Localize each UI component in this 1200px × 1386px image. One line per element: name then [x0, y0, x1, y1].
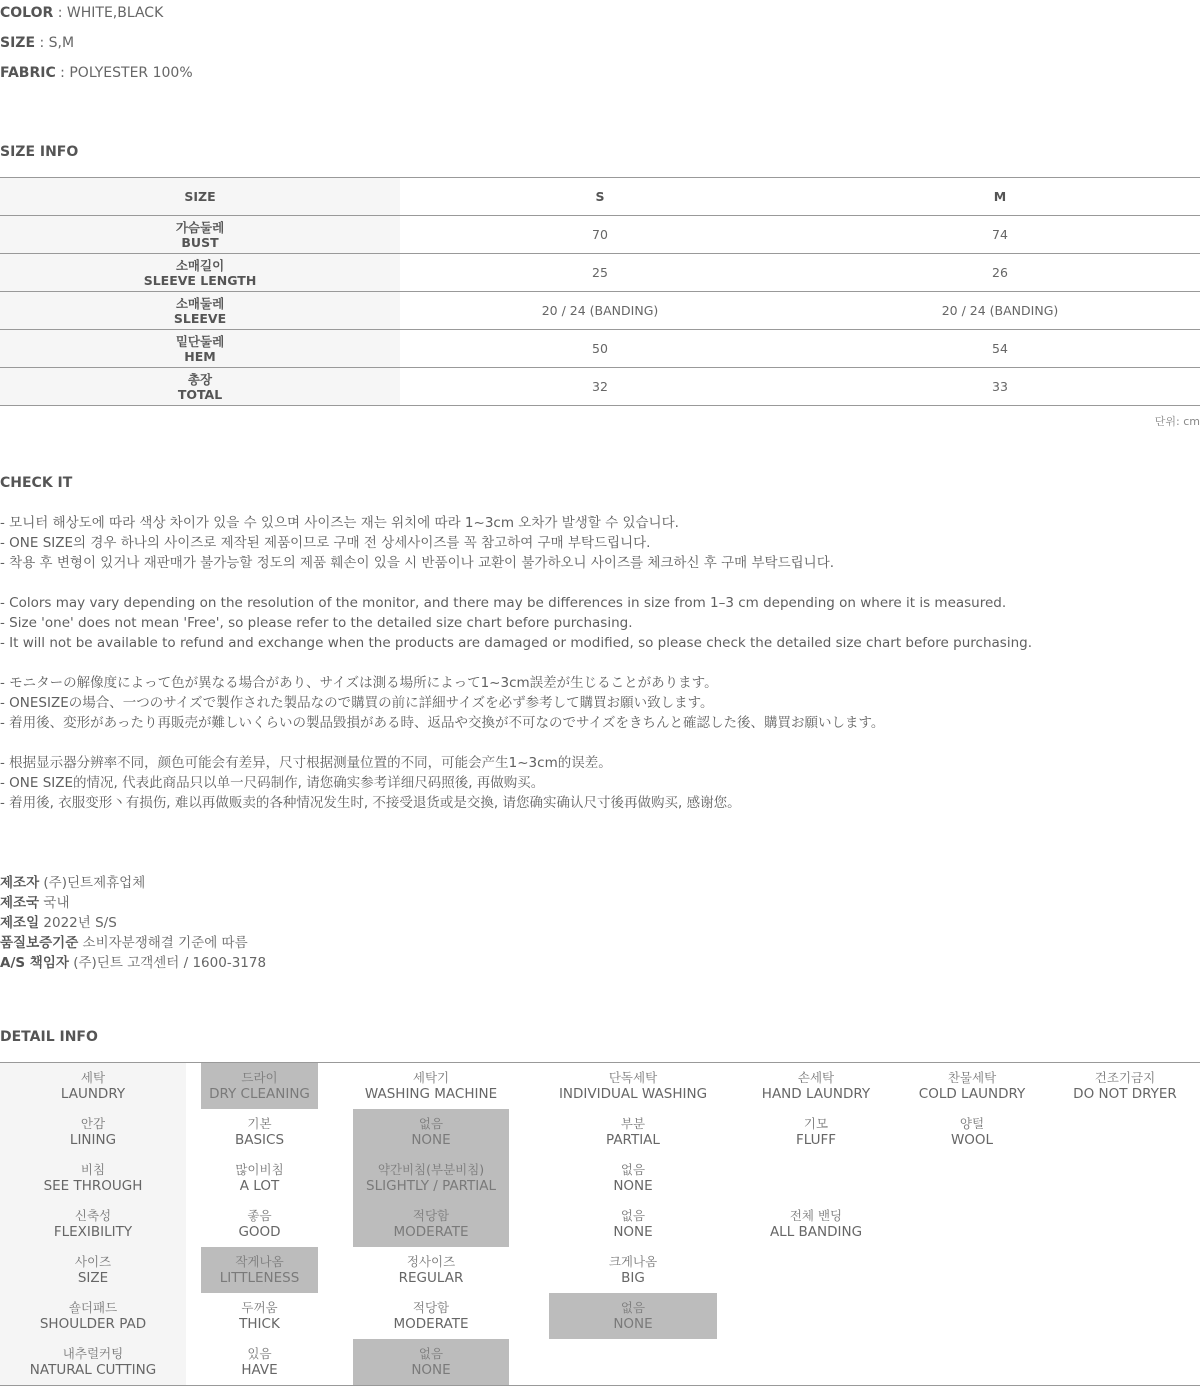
- size-m-value: 74: [800, 216, 1200, 254]
- detail-en-text: DO NOT DRYER: [1073, 1086, 1177, 1102]
- detail-en-text: NONE: [613, 1178, 653, 1194]
- size-label: SIZE: [0, 35, 36, 51]
- warranty-value: 소비자분쟁해결 기준에 따름: [78, 935, 248, 951]
- detail-option: [549, 1155, 717, 1201]
- notice-line: - モニターの解像度によって色が異なる場合があり、サイズは測る場所によって1~3cm誤差が生じることがあります。: [0, 675, 718, 691]
- detail-ko-text: 비침: [80, 1162, 106, 1177]
- detail-option-selected: [353, 1201, 509, 1247]
- detail-row-label: [0, 1201, 186, 1247]
- detail-ko-text: 많이비침: [235, 1162, 284, 1177]
- detail-en-text: THICK: [239, 1316, 280, 1332]
- detail-option: [201, 1155, 318, 1201]
- size-line: [0, 34, 74, 52]
- detail-option: [733, 1201, 899, 1247]
- detail-en-text: INDIVIDUAL WASHING: [558, 1086, 708, 1102]
- detail-option: [201, 1201, 318, 1247]
- size-header-s: S: [400, 178, 800, 216]
- detail-ko-text: 건조기금지: [1094, 1070, 1156, 1085]
- detail-ko-text: 있음: [247, 1346, 272, 1361]
- detail-en-text: REGULAR: [398, 1270, 464, 1286]
- detail-option: [201, 1109, 318, 1155]
- size-header-label: SIZE: [0, 178, 400, 216]
- detail-en-text: BASICS: [234, 1132, 285, 1148]
- detail-ko-text: 적당함: [412, 1300, 450, 1315]
- origin-value: 국내: [39, 895, 70, 911]
- detail-option: [900, 1063, 1044, 1109]
- notice-line: - Size 'one' does not mean 'Free', so please refer to the detailed size chart before purchasing.: [0, 615, 633, 631]
- detail-en-text: LITTLENESS: [219, 1270, 300, 1286]
- detail-en-text: WASHING MACHINE: [364, 1086, 498, 1102]
- color-label: COLOR: [0, 5, 54, 21]
- notice-line: - ONE SIZE的情况, 代表此商品只以单一尺码制作, 请您确实参考详细尺码照後, 再做购买。: [0, 775, 545, 791]
- detail-option: [353, 1247, 509, 1293]
- detail-en-text: FLEXIBILITY: [53, 1224, 133, 1240]
- detail-en-text: MODERATE: [393, 1316, 469, 1332]
- origin-label: 제조국: [0, 895, 40, 911]
- detail-ko-text: 내추럴커팅: [62, 1346, 124, 1361]
- table-row: [0, 254, 1200, 292]
- notice-line: - 모니터 해상도에 따라 색상 차이가 있을 수 있으며 사이즈는 재는 위치에 따라 1~3cm 오차가 발생할 수 있습니다.: [0, 515, 679, 531]
- size-s-value: 25: [400, 254, 800, 292]
- measure-label: [0, 330, 400, 368]
- size-s-value: 70: [400, 216, 800, 254]
- notice-line: - It will not be available to refund and exchange when the products are damaged or modified, so please check the detailed size chart before purchasing.: [0, 635, 1032, 651]
- detail-option: [549, 1247, 717, 1293]
- measure-en: TOTAL: [177, 386, 223, 402]
- detail-option: [900, 1109, 1044, 1155]
- detail-ko-text: 두꺼움: [241, 1300, 278, 1315]
- measure-ko: 가슴둘레: [175, 219, 225, 235]
- detail-en-text: SIZE: [77, 1270, 109, 1286]
- date-label: 제조일: [0, 915, 40, 931]
- maker-label: 제조자: [0, 875, 40, 891]
- detail-option-selected: [549, 1293, 717, 1339]
- detail-en-text: NONE: [411, 1362, 451, 1378]
- size-table-header: [0, 178, 1200, 216]
- table-row: [0, 292, 1200, 330]
- check-it-title: CHECK IT: [0, 475, 73, 491]
- detail-row-label: [0, 1155, 186, 1201]
- size-m-value: 20 / 24 (BANDING): [800, 292, 1200, 330]
- detail-ko-text: 좋음: [247, 1208, 272, 1223]
- detail-en-text: SLIGHTLY / PARTIAL: [366, 1178, 496, 1194]
- detail-en-text: ALL BANDING: [769, 1224, 863, 1240]
- detail-en-text: HAVE: [241, 1362, 278, 1378]
- measure-label: [0, 368, 400, 406]
- detail-ko-text: 기모: [803, 1116, 829, 1131]
- detail-row-label: [0, 1247, 186, 1293]
- detail-ko-text: 세탁기: [412, 1070, 450, 1085]
- measure-ko: 소매길이: [175, 257, 225, 273]
- size-header-m: M: [800, 178, 1200, 216]
- detail-en-text: COLD LAUNDRY: [918, 1086, 1026, 1102]
- detail-ko-text: 정사이즈: [406, 1254, 456, 1269]
- maker-line: [0, 874, 145, 892]
- detail-ko-text: 사이즈: [74, 1254, 112, 1269]
- detail-option: [549, 1063, 717, 1109]
- measure-label: [0, 292, 400, 330]
- detail-ko-text: 안감: [80, 1116, 106, 1131]
- measure-ko: 총장: [187, 371, 213, 387]
- color-value: : WHITE,BLACK: [53, 5, 164, 21]
- detail-row-label: [0, 1339, 186, 1385]
- size-m-value: 54: [800, 330, 1200, 368]
- detail-ko-text: 없음: [418, 1346, 444, 1361]
- color-line: [0, 4, 163, 22]
- size-table: [0, 177, 1200, 406]
- detail-option: [549, 1201, 717, 1247]
- notice-line: - 着用後, 衣服变形丶有损伤, 难以再做贩卖的各种情况发生时, 不接受退货或是交換, 请您确实确认尺寸後再做购买, 感谢您。: [0, 795, 741, 811]
- detail-ko-text: 전체 밴딩: [789, 1208, 843, 1223]
- notice-line: - 根据显示器分辨率不同，颜色可能会有差异，尺寸根据测量位置的不同，可能会产生1~3cm的误差。: [0, 755, 612, 771]
- detail-en-text: FLUFF: [795, 1132, 837, 1148]
- as-label: A/S 책임자: [0, 955, 69, 971]
- size-s-value: 32: [400, 368, 800, 406]
- detail-en-text: DRY CLEANING: [209, 1086, 310, 1102]
- detail-ko-text: 단독세탁: [608, 1070, 658, 1085]
- notice-line: - 着用後、変形があったり再販売が難しいくらいの製品毀損がある時、返品や交換が不可なのでサイズをきちんと確認した後、購買お願いします。: [0, 715, 885, 731]
- detail-ko-text: 없음: [418, 1116, 444, 1131]
- detail-en-text: SEE THROUGH: [43, 1178, 143, 1194]
- size-s-value: 20 / 24 (BANDING): [400, 292, 800, 330]
- fabric-value: : POLYESTER 100%: [55, 65, 193, 81]
- size-info-title: SIZE INFO: [0, 144, 79, 160]
- detail-ko-text: 크게나옴: [608, 1254, 658, 1269]
- detail-row-label: [0, 1109, 186, 1155]
- table-row: [0, 368, 1200, 406]
- detail-en-text: NONE: [613, 1224, 653, 1240]
- detail-ko-text: 부분: [620, 1116, 646, 1131]
- detail-ko-text: 양털: [959, 1116, 985, 1131]
- detail-option: [201, 1339, 318, 1385]
- table-row: [0, 330, 1200, 368]
- measure-ko: 소매둘레: [175, 295, 225, 311]
- detail-option-selected: [353, 1109, 509, 1155]
- fabric-line: [0, 64, 193, 82]
- detail-option: [549, 1109, 717, 1155]
- size-m-value: 33: [800, 368, 1200, 406]
- detail-ko-text: 약간비침(부분비침): [377, 1162, 485, 1177]
- detail-en-text: NONE: [411, 1132, 451, 1148]
- measure-label: [0, 254, 400, 292]
- detail-ko-text: 숄더패드: [68, 1300, 118, 1315]
- detail-row-label: [0, 1063, 186, 1109]
- detail-option: [201, 1293, 318, 1339]
- detail-en-text: NATURAL CUTTING: [29, 1362, 157, 1378]
- detail-en-text: SHOULDER PAD: [39, 1316, 147, 1332]
- detail-option: [733, 1063, 899, 1109]
- table-row: [0, 216, 1200, 254]
- warranty-label: 품질보증기준: [0, 935, 79, 951]
- measure-ko: 밑단둘레: [175, 333, 225, 349]
- detail-option-selected: [353, 1155, 509, 1201]
- notice-line: - ONESIZEの場合、一つのサイズで製作された製品なので購買の前に詳細サイズを必ず参考して購買お願い致します。: [0, 695, 714, 711]
- detail-ko-text: 적당함: [412, 1208, 450, 1223]
- detail-en-text: LAUNDRY: [60, 1086, 126, 1102]
- detail-option: [353, 1063, 509, 1109]
- detail-option: [1050, 1063, 1200, 1109]
- warranty-line: [0, 934, 248, 952]
- unit-note: 단위: cm: [1154, 415, 1200, 428]
- detail-ko-text: 없음: [620, 1300, 646, 1315]
- detail-ko-text: 찬물세탁: [947, 1070, 997, 1085]
- detail-ko-text: 드라이: [241, 1070, 278, 1085]
- detail-option-selected: [201, 1247, 318, 1293]
- notice-line: - Colors may vary depending on the resolution of the monitor, and there may be differences in size from 1–3 cm depending on where it is measured.: [0, 595, 1007, 611]
- detail-ko-text: 없음: [620, 1208, 646, 1223]
- as-line: [0, 954, 266, 972]
- detail-option-selected: [353, 1339, 509, 1385]
- as-value: (주)딘트 고객센터 / 1600-3178: [68, 955, 267, 971]
- detail-en-text: GOOD: [238, 1224, 281, 1240]
- detail-en-text: BIG: [621, 1270, 645, 1286]
- notice-line: - 착용 후 변형이 있거나 재판매가 불가능할 정도의 제품 훼손이 있을 시 반품이나 교환이 불가하오니 사이즈를 체크하신 후 구매 부탁드립니다.: [0, 555, 835, 571]
- detail-en-text: A LOT: [239, 1178, 280, 1194]
- size-s-value: 50: [400, 330, 800, 368]
- detail-option: [733, 1109, 899, 1155]
- detail-ko-text: 손세탁: [797, 1070, 835, 1085]
- detail-en-text: LINING: [69, 1132, 117, 1148]
- detail-option-selected: [201, 1063, 318, 1109]
- detail-ko-text: 신축성: [74, 1208, 112, 1223]
- notice-line: - ONE SIZE의 경우 하나의 사이즈로 제작된 제품이므로 구매 전 상세사이즈를 꼭 참고하여 구매 부탁드립니다.: [0, 535, 651, 551]
- measure-en: BUST: [181, 234, 219, 250]
- detail-row-label: [0, 1293, 186, 1339]
- origin-line: [0, 894, 70, 912]
- detail-info-title: DETAIL INFO: [0, 1029, 98, 1045]
- date-value: 2022년 S/S: [39, 915, 117, 931]
- detail-en-text: NONE: [613, 1316, 653, 1332]
- detail-ko-text: 세탁: [80, 1070, 106, 1085]
- measure-en: SLEEVE: [173, 310, 227, 326]
- size-value: : S,M: [35, 35, 75, 51]
- detail-ko-text: 작게나옴: [235, 1254, 284, 1269]
- measure-label: [0, 216, 400, 254]
- measure-en: SLEEVE LENGTH: [143, 272, 257, 288]
- detail-ko-text: 기본: [247, 1116, 272, 1131]
- fabric-label: FABRIC: [0, 65, 56, 81]
- detail-en-text: MODERATE: [393, 1224, 469, 1240]
- date-line: [0, 914, 117, 932]
- detail-en-text: PARTIAL: [606, 1132, 660, 1148]
- maker-value: (주)딘트제휴업체: [39, 875, 146, 891]
- detail-en-text: HAND LAUNDRY: [761, 1086, 871, 1102]
- detail-option: [353, 1293, 509, 1339]
- detail-ko-text: 없음: [620, 1162, 646, 1177]
- detail-table: [0, 1062, 1200, 1386]
- detail-en-text: WOOL: [950, 1132, 994, 1148]
- measure-en: HEM: [184, 348, 216, 364]
- size-m-value: 26: [800, 254, 1200, 292]
